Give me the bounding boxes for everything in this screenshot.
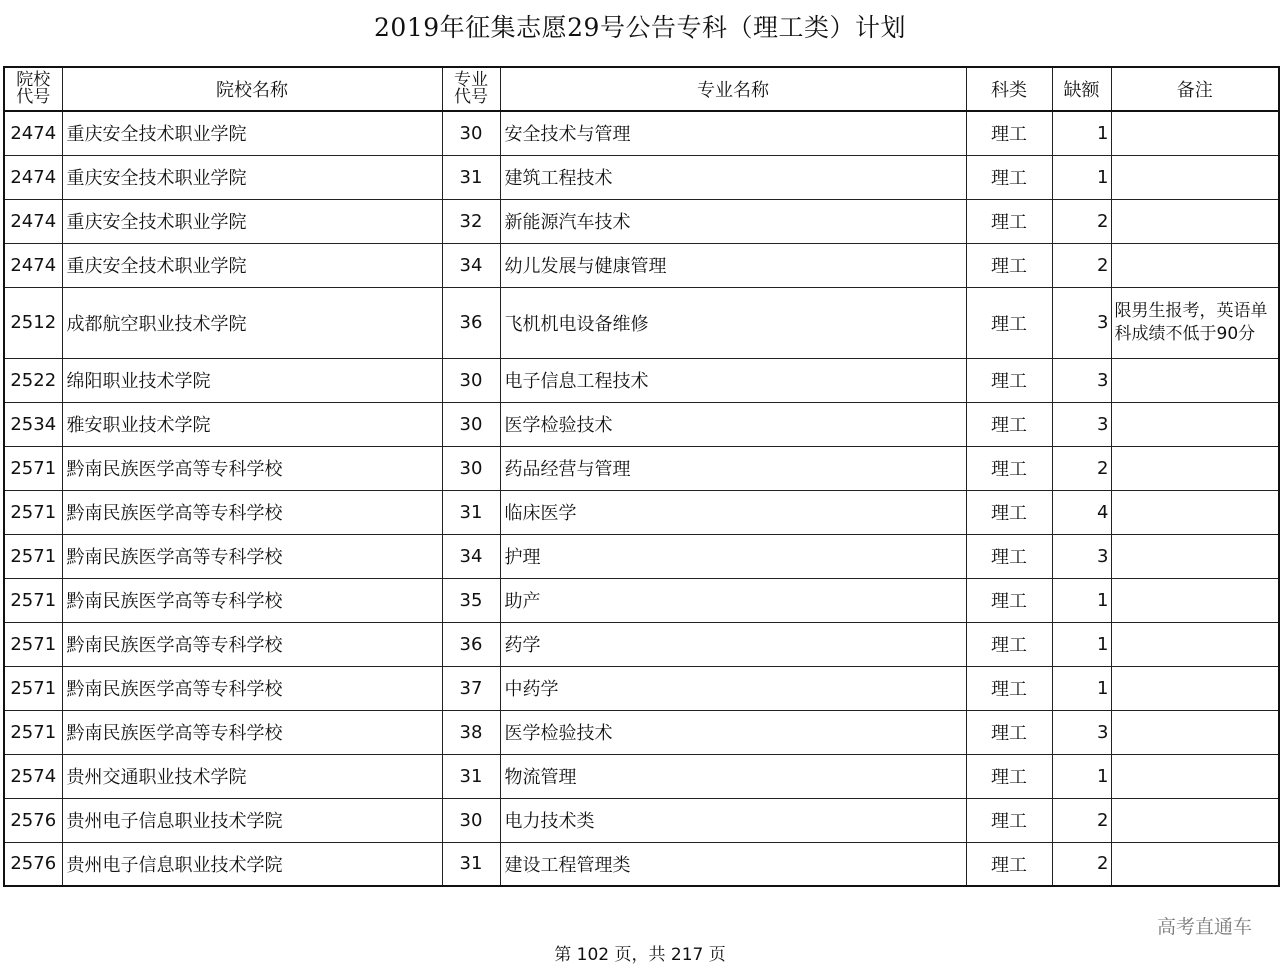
cell-school-code: 2522: [4, 358, 62, 402]
cell-category: 理工: [966, 490, 1052, 534]
cell-school-code: 2571: [4, 710, 62, 754]
cell-remarks: [1111, 534, 1279, 578]
cell-remarks: [1111, 199, 1279, 243]
cell-vacancies: 3: [1052, 534, 1111, 578]
cell-school-name: 重庆安全技术职业学院: [62, 155, 442, 199]
cell-remarks: [1111, 578, 1279, 622]
cell-category: 理工: [966, 710, 1052, 754]
cell-major-code: 30: [442, 402, 500, 446]
header-school-code-line1: 院校: [16, 70, 51, 90]
cell-major-code: 34: [442, 534, 500, 578]
cell-school-name: 绵阳职业技术学院: [62, 358, 442, 402]
table-row: [4, 358, 1279, 402]
cell-school-code: 2474: [4, 111, 62, 155]
table-row: [4, 798, 1279, 842]
cell-remarks: 限男生报考，英语单科成绩不低于90分: [1111, 287, 1279, 358]
cell-major-code: 30: [442, 798, 500, 842]
cell-school-code: 2571: [4, 490, 62, 534]
cell-school-name: 雅安职业技术学院: [62, 402, 442, 446]
cell-vacancies: 3: [1052, 710, 1111, 754]
cell-remarks: [1111, 622, 1279, 666]
cell-category: 理工: [966, 622, 1052, 666]
cell-category: 理工: [966, 446, 1052, 490]
cell-vacancies: 1: [1052, 578, 1111, 622]
cell-remarks: [1111, 754, 1279, 798]
cell-major-code: 37: [442, 666, 500, 710]
cell-school-name: 贵州交通职业技术学院: [62, 754, 442, 798]
cell-school-code: 2574: [4, 754, 62, 798]
table-row: [4, 490, 1279, 534]
header-school-code-line2: 代号: [16, 87, 51, 107]
cell-major-name: 医学检验技术: [500, 710, 966, 754]
cell-category: 理工: [966, 287, 1052, 358]
cell-major-code: 35: [442, 578, 500, 622]
cell-major-name: 新能源汽车技术: [500, 199, 966, 243]
cell-school-name: 黔南民族医学高等专科学校: [62, 534, 442, 578]
header-remarks: 备注: [1111, 67, 1279, 111]
cell-school-code: 2474: [4, 243, 62, 287]
cell-major-name: 安全技术与管理: [500, 111, 966, 155]
cell-school-code: 2571: [4, 446, 62, 490]
cell-major-code: 34: [442, 243, 500, 287]
cell-remarks: [1111, 842, 1279, 886]
cell-category: 理工: [966, 243, 1052, 287]
header-major-code-line1: 专业: [454, 70, 488, 90]
header-category: 科类: [966, 67, 1052, 111]
cell-remarks: [1111, 666, 1279, 710]
cell-major-name: 电力技术类: [500, 798, 966, 842]
header-major-name: 专业名称: [500, 67, 966, 111]
table-row: [4, 534, 1279, 578]
table-row: [4, 199, 1279, 243]
cell-remarks: [1111, 446, 1279, 490]
cell-category: 理工: [966, 754, 1052, 798]
cell-category: 理工: [966, 798, 1052, 842]
cell-vacancies: 3: [1052, 402, 1111, 446]
cell-remarks: [1111, 358, 1279, 402]
cell-remarks: [1111, 111, 1279, 155]
header-school-name: 院校名称: [62, 67, 442, 111]
cell-remarks: [1111, 155, 1279, 199]
cell-school-name: 贵州电子信息职业技术学院: [62, 842, 442, 886]
cell-major-name: 物流管理: [500, 754, 966, 798]
table-row: [4, 842, 1279, 886]
cell-major-code: 31: [442, 490, 500, 534]
cell-major-name: 建设工程管理类: [500, 842, 966, 886]
cell-school-code: 2571: [4, 578, 62, 622]
cell-school-code: 2474: [4, 155, 62, 199]
cell-vacancies: 4: [1052, 490, 1111, 534]
header-school-code: [4, 67, 62, 111]
cell-school-name: 黔南民族医学高等专科学校: [62, 666, 442, 710]
cell-major-code: 31: [442, 754, 500, 798]
cell-school-code: 2512: [4, 287, 62, 358]
cell-major-code: 30: [442, 446, 500, 490]
cell-category: 理工: [966, 199, 1052, 243]
cell-major-code: 36: [442, 287, 500, 358]
cell-major-name: 药学: [500, 622, 966, 666]
cell-school-name: 黔南民族医学高等专科学校: [62, 710, 442, 754]
table-row: [4, 287, 1279, 358]
cell-vacancies: 2: [1052, 798, 1111, 842]
cell-vacancies: 1: [1052, 111, 1111, 155]
cell-major-name: 中药学: [500, 666, 966, 710]
cell-vacancies: 2: [1052, 842, 1111, 886]
cell-category: 理工: [966, 666, 1052, 710]
cell-vacancies: 3: [1052, 358, 1111, 402]
cell-school-name: 黔南民族医学高等专科学校: [62, 622, 442, 666]
table-row: [4, 666, 1279, 710]
cell-remarks: [1111, 243, 1279, 287]
cell-vacancies: 2: [1052, 243, 1111, 287]
cell-major-code: 36: [442, 622, 500, 666]
cell-vacancies: 2: [1052, 199, 1111, 243]
cell-category: 理工: [966, 402, 1052, 446]
cell-vacancies: 1: [1052, 754, 1111, 798]
cell-category: 理工: [966, 358, 1052, 402]
cell-major-name: 临床医学: [500, 490, 966, 534]
cell-school-name: 重庆安全技术职业学院: [62, 111, 442, 155]
plan-table: [3, 66, 1280, 887]
table-row: [4, 243, 1279, 287]
table-row: [4, 710, 1279, 754]
cell-major-code: 30: [442, 358, 500, 402]
cell-major-code: 32: [442, 199, 500, 243]
cell-vacancies: 1: [1052, 155, 1111, 199]
header-major-code: [442, 67, 500, 111]
cell-vacancies: 3: [1052, 287, 1111, 358]
cell-school-code: 2576: [4, 798, 62, 842]
cell-major-code: 38: [442, 710, 500, 754]
cell-category: 理工: [966, 111, 1052, 155]
cell-remarks: [1111, 798, 1279, 842]
cell-school-code: 2474: [4, 199, 62, 243]
watermark-text: 高考直通车: [1156, 916, 1252, 938]
cell-major-name: 护理: [500, 534, 966, 578]
cell-vacancies: 2: [1052, 446, 1111, 490]
cell-remarks: [1111, 710, 1279, 754]
table-body: [4, 111, 1279, 886]
cell-school-code: 2571: [4, 666, 62, 710]
cell-school-code: 2571: [4, 622, 62, 666]
cell-school-name: 黔南民族医学高等专科学校: [62, 490, 442, 534]
cell-category: 理工: [966, 842, 1052, 886]
cell-major-name: 幼儿发展与健康管理: [500, 243, 966, 287]
table-row: [4, 111, 1279, 155]
table-row: [4, 446, 1279, 490]
cell-major-name: 建筑工程技术: [500, 155, 966, 199]
cell-school-code: 2534: [4, 402, 62, 446]
cell-vacancies: 1: [1052, 622, 1111, 666]
cell-major-code: 31: [442, 842, 500, 886]
cell-major-name: 医学检验技术: [500, 402, 966, 446]
cell-major-name: 电子信息工程技术: [500, 358, 966, 402]
cell-school-name: 贵州电子信息职业技术学院: [62, 798, 442, 842]
cell-school-name: 重庆安全技术职业学院: [62, 243, 442, 287]
page-title: 2019年征集志愿29号公告专科（理工类）计划: [374, 13, 906, 42]
cell-major-name: 飞机机电设备维修: [500, 287, 966, 358]
table-row: [4, 754, 1279, 798]
cell-category: 理工: [966, 155, 1052, 199]
header-vacancies: 缺额: [1052, 67, 1111, 111]
cell-major-code: 31: [442, 155, 500, 199]
cell-category: 理工: [966, 534, 1052, 578]
table-header-row: [4, 67, 1279, 111]
table-row: [4, 402, 1279, 446]
table-row: [4, 155, 1279, 199]
cell-school-code: 2576: [4, 842, 62, 886]
cell-category: 理工: [966, 578, 1052, 622]
cell-major-name: 药品经营与管理: [500, 446, 966, 490]
cell-major-code: 30: [442, 111, 500, 155]
table-row: [4, 622, 1279, 666]
table-row: [4, 578, 1279, 622]
header-major-code-line2: 代号: [454, 87, 488, 107]
cell-school-name: 成都航空职业技术学院: [62, 287, 442, 358]
cell-remarks: [1111, 490, 1279, 534]
cell-remarks: [1111, 402, 1279, 446]
cell-school-name: 黔南民族医学高等专科学校: [62, 446, 442, 490]
cell-major-name: 助产: [500, 578, 966, 622]
cell-school-code: 2571: [4, 534, 62, 578]
page-footer: 第 102 页，共 217 页: [554, 945, 726, 965]
cell-school-name: 重庆安全技术职业学院: [62, 199, 442, 243]
cell-school-name: 黔南民族医学高等专科学校: [62, 578, 442, 622]
cell-vacancies: 1: [1052, 666, 1111, 710]
